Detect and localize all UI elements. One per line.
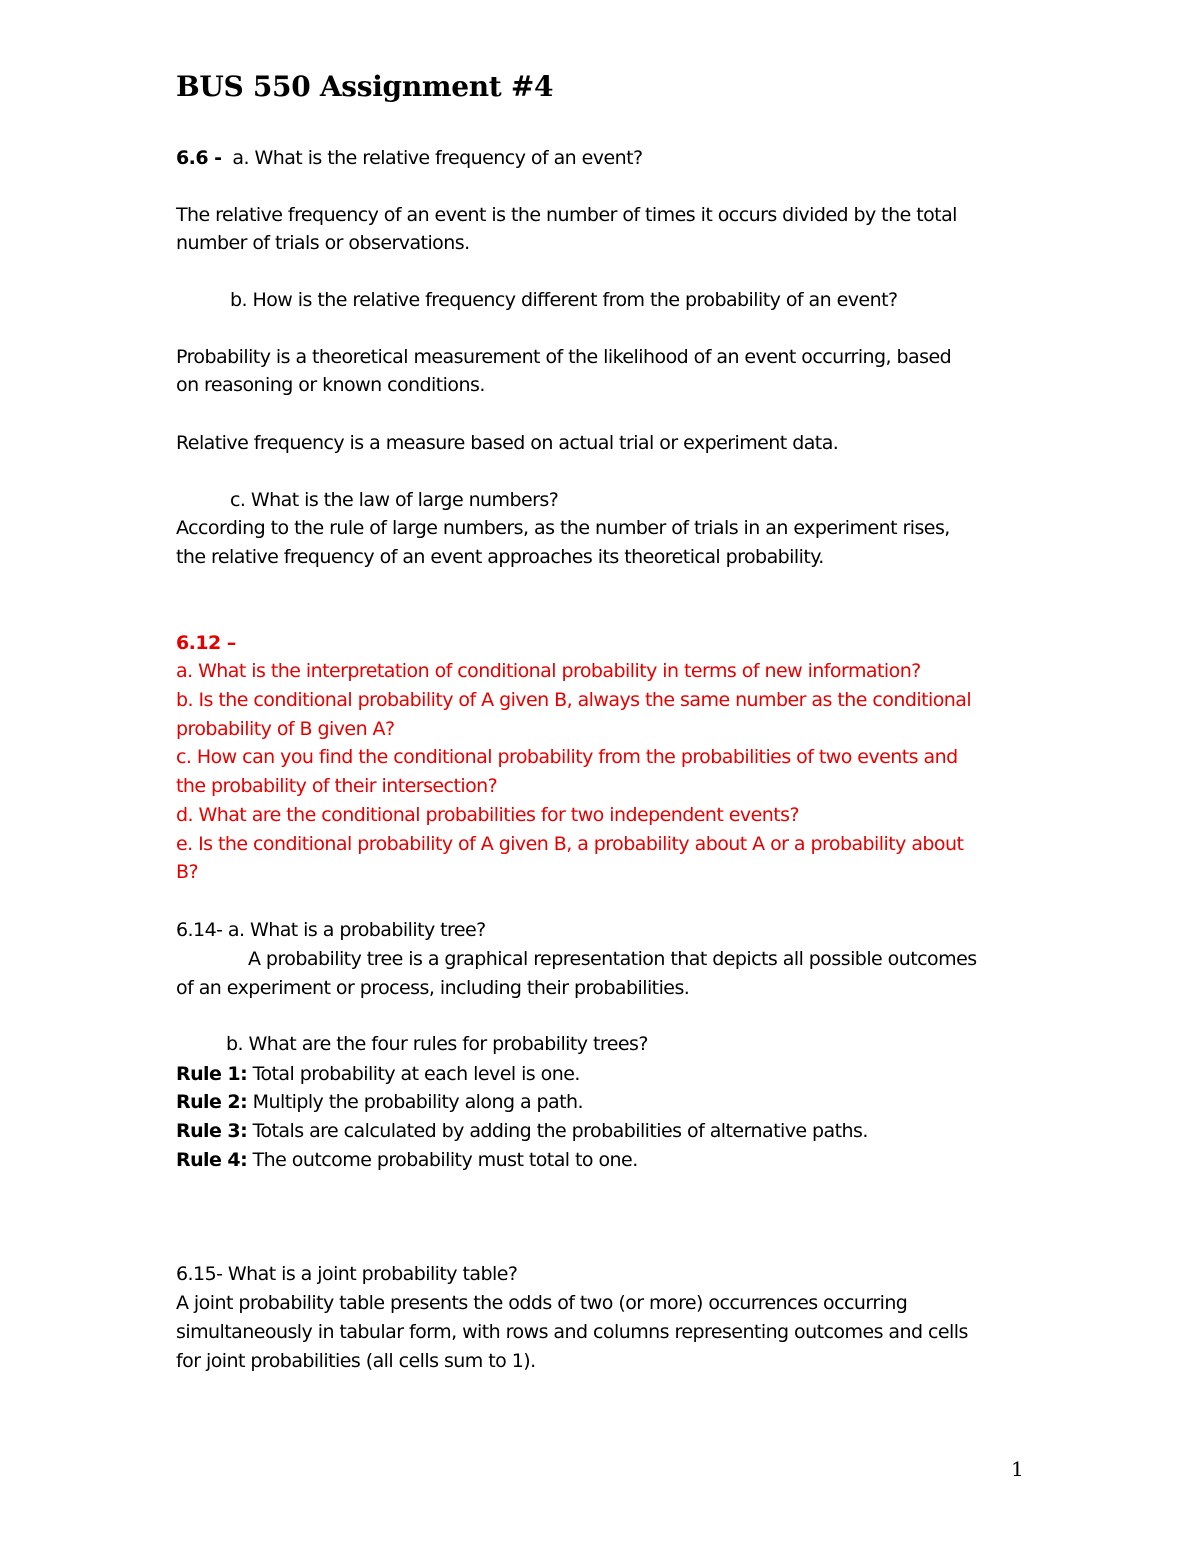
rule-2-label: Rule 2: bbox=[176, 1091, 248, 1113]
rule-2 bbox=[176, 1088, 583, 1117]
rule-3 bbox=[176, 1117, 868, 1146]
rule-1-text: Total probability at each level is one. bbox=[247, 1063, 580, 1085]
q6-15-answer-3: for joint probabilities (all cells sum to 1). bbox=[176, 1350, 536, 1372]
q6-6-a-question-line bbox=[176, 144, 643, 173]
q6-14-a-answer-1: A probability tree is a graphical representation that depicts all possible outcomes bbox=[248, 948, 977, 970]
q6-6-c-answer-2: the relative frequency of an event approaches its theoretical probability. bbox=[176, 546, 824, 568]
q6-12-e-line-1: e. Is the conditional probability of A given B, a probability about A or a probability about bbox=[176, 833, 964, 855]
q6-6-b-answer-2: on reasoning or known conditions. bbox=[176, 374, 485, 396]
q6-12-number: 6.12 – bbox=[176, 632, 236, 654]
q6-15-question: 6.15- What is a joint probability table? bbox=[176, 1263, 518, 1285]
q6-12-b-line-1: b. Is the conditional probability of A given B, always the same number as the conditional bbox=[176, 689, 972, 711]
q6-6-a-question: a. What is the relative frequency of an event? bbox=[232, 147, 643, 169]
q6-15-answer-1: A joint probability table presents the odds of two (or more) occurrences occurring bbox=[176, 1292, 908, 1314]
q6-6-number: 6.6 - bbox=[176, 147, 222, 169]
q6-14-b-question: b. What are the four rules for probability trees? bbox=[226, 1033, 648, 1055]
q6-14-a-answer-2: of an experiment or process, including their probabilities. bbox=[176, 977, 690, 999]
rule-3-text: Totals are calculated by adding the probabilities of alternative paths. bbox=[247, 1120, 868, 1142]
rule-3-label: Rule 3: bbox=[176, 1120, 248, 1142]
q6-6-c-question: c. What is the law of large numbers? bbox=[230, 489, 559, 511]
q6-12-d: d. What are the conditional probabilities for two independent events? bbox=[176, 804, 800, 826]
q6-6-b-answer-3: Relative frequency is a measure based on actual trial or experiment data. bbox=[176, 432, 839, 454]
q6-15-answer-2: simultaneously in tabular form, with rows and columns representing outcomes and cells bbox=[176, 1321, 968, 1343]
q6-12-b-line-2: probability of B given A? bbox=[176, 718, 395, 740]
q6-12-c-line-2: the probability of their intersection? bbox=[176, 775, 498, 797]
q6-6-a-answer-1: The relative frequency of an event is the number of times it occurs divided by the total bbox=[176, 204, 957, 226]
q6-12-e-line-2: B? bbox=[176, 861, 199, 883]
rule-2-text: Multiply the probability along a path. bbox=[247, 1091, 584, 1113]
rule-4 bbox=[176, 1146, 638, 1175]
rule-4-label: Rule 4: bbox=[176, 1149, 248, 1171]
q6-12-c-line-1: c. How can you find the conditional probability from the probabilities of two events and bbox=[176, 746, 958, 768]
q6-6-c-answer-1: According to the rule of large numbers, as the number of trials in an experiment rises, bbox=[176, 517, 950, 539]
q6-14-a-question: 6.14- a. What is a probability tree? bbox=[176, 919, 486, 941]
document-title: BUS 550 Assignment #4 bbox=[176, 70, 554, 103]
q6-12-a: a. What is the interpretation of conditional probability in terms of new information? bbox=[176, 660, 921, 682]
q6-6-b-answer-1: Probability is a theoretical measurement of the likelihood of an event occurring, based bbox=[176, 346, 952, 368]
q6-6-a-answer-2: number of trials or observations. bbox=[176, 232, 470, 254]
q6-6-b-question: b. How is the relative frequency different from the probability of an event? bbox=[230, 289, 898, 311]
rule-1 bbox=[176, 1060, 580, 1089]
page-number: 1 bbox=[1011, 1457, 1024, 1481]
rule-1-label: Rule 1: bbox=[176, 1063, 248, 1085]
rule-4-text: The outcome probability must total to one. bbox=[247, 1149, 638, 1171]
